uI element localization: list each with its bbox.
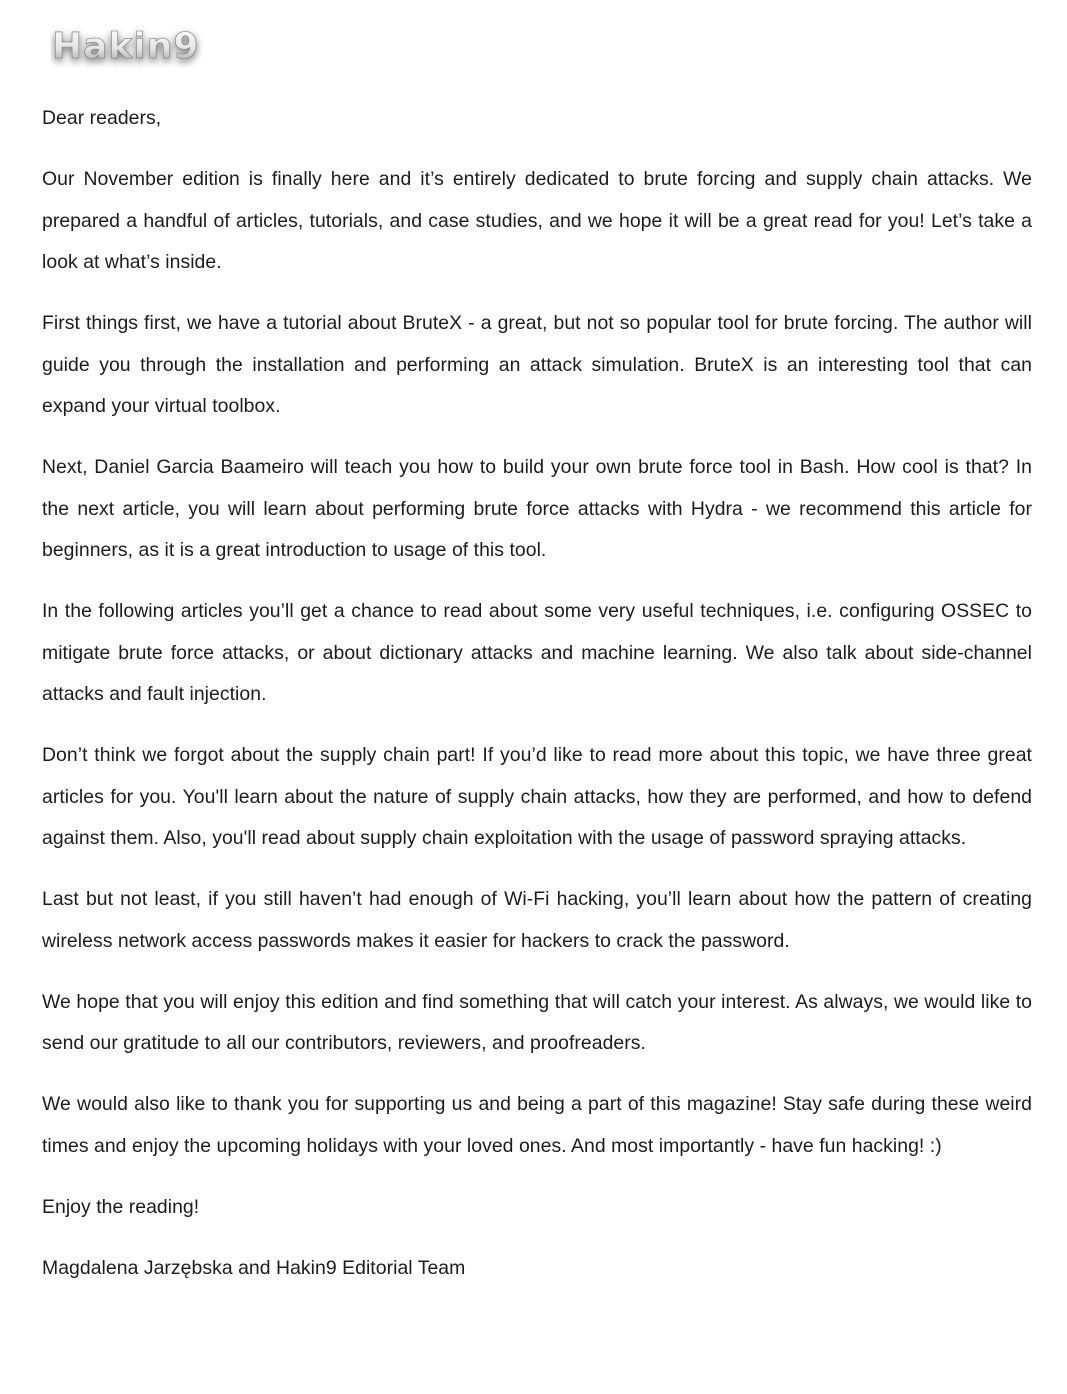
editorial-letter: [42, 98, 1032, 1289]
greeting: Dear readers,: [42, 107, 162, 129]
paragraph-wifi: Last but not least, if you still haven’t had enough of Wi-Fi hacking, you’ll learn about how the pattern of creating wireless network access passwords makes it easier for hackers to crack the password.: [42, 888, 1032, 952]
signature: Magdalena Jarzębska and Hakin9 Editorial Team: [42, 1256, 466, 1279]
paragraph-thanks: We would also like to thank you for supporting us and being a part of this magazine! Stay safe during these weird times and enjoy the upcoming holidays with your loved ones. And most importantly - have fun hacking! :): [42, 1093, 1032, 1157]
closing: Enjoy the reading!: [42, 1195, 200, 1218]
hakin9-logo: [50, 24, 250, 72]
paragraph-bash-hydra: Next, Daniel Garcia Baameiro will teach you how to build your own brute force tool in Bash. How cool is that? In the next article, you will learn about performing brute force attacks with Hydra - we recommend this article for beginners, as it is a great introduction to usage of this tool.: [42, 456, 1032, 561]
paragraph-techniques: In the following articles you’ll get a chance to read about some very useful techniques, i.e. configuring OSSEC to mitigate brute force attacks, or about dictionary attacks and machine learning. We also talk about side-channel attacks and fault injection.: [42, 600, 1032, 705]
paragraph-intro: Our November edition is finally here and it’s entirely dedicated to brute forcing and supply chain attacks. We prepared a handful of articles, tutorials, and case studies, and we hope it will be a great read for you! Let’s take a look at what’s inside.: [42, 168, 1032, 273]
logo-text: Hakin9: [52, 26, 200, 67]
paragraph-brutex: First things first, we have a tutorial about BruteX - a great, but not so popular tool for brute forcing. The author will guide you through the installation and performing an attack simulation. BruteX is an interesting tool that can expand your virtual toolbox.: [42, 312, 1032, 417]
paragraph-supply-chain: Don’t think we forgot about the supply chain part! If you’d like to read more about this topic, we have three great articles for you. You'll learn about the nature of supply chain attacks, how they are performed, and how to defend against them. Also, you'll read about supply chain exploitation with the usage of password spraying attacks.: [42, 744, 1032, 849]
paragraph-gratitude: We hope that you will enjoy this edition and find something that will catch your interest. As always, we would like to send our gratitude to all our contributors, reviewers, and proofreaders.: [42, 990, 1032, 1054]
